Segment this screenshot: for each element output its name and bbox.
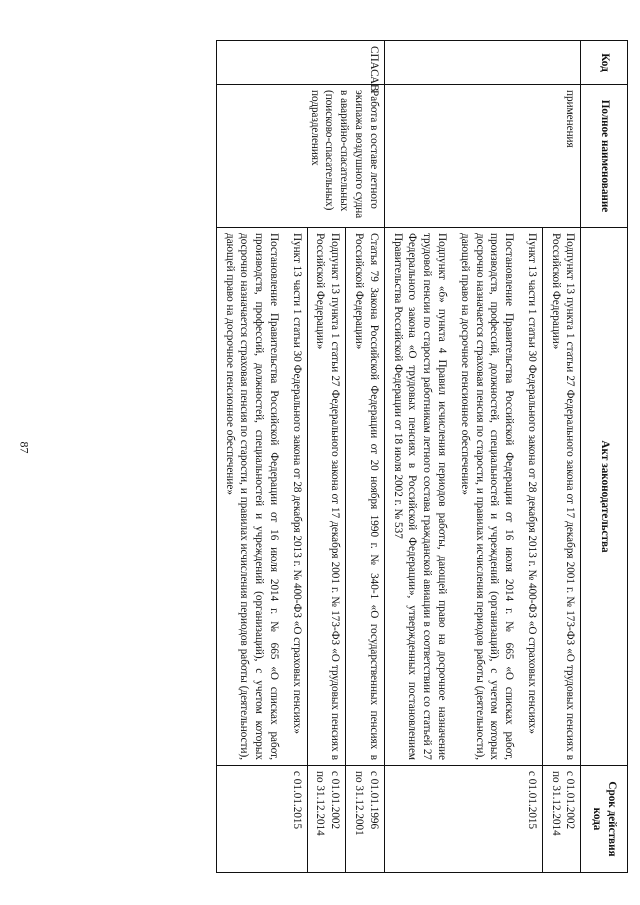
act-text: Постановление Правительства Российской Федерации от 16 июля 2014 г. № 665 «О списках работ, производств, профессий, должностей, специальностей и учреждений (организаций), с учетом которых досрочно назначается страховая пенсия по старости, и правилах исчисления периодов работы (деятельности), дающей право на досрочное пенсионное обеспечение» [223,233,280,760]
header-name: Полное наименование [581,85,628,228]
act-cell [307,228,346,766]
row-code [384,41,581,85]
act-cell [384,228,542,766]
codes-table [216,40,628,873]
term-cell: с 01.01.2002 по 31.12.2014 [542,766,581,873]
act-cell [542,228,581,766]
header-term: Срок действия кода [581,766,628,873]
term-cell: с 01.01.2015 [216,766,307,873]
act-text: Подпункт «б» пункта 4 Правил исчисления периодов работы, дающей право на досрочное назначение трудовой пенсии по старости работникам летного состава гражданской авиации в соответствии со статьей 27 Федерального закона «О трудовых пенсиях в Российской Федерации», утвержденных постановлением Правительства Российской Федерации от 18 июля 2002 г. № 537 [391,233,448,760]
page-number: 87 [17,441,32,454]
act-text: Пункт 13 части 1 статьи 30 Федерального закона от 28 декабря 2013 г. № 400-ФЗ «О страховых пенсиях» [525,233,538,734]
term-cell: с 01.01.2002 по 31.12.2014 [307,766,346,873]
table-row [542,41,581,873]
row-code: СПАСАВ [216,41,384,85]
term-cell: с 01.01.2015 [384,766,542,873]
act-text: Пункт 13 части 1 статьи 30 Федерального закона от 28 декабря 2013 г. № 400-ФЗ «О страховых пенсиях» [290,233,303,734]
header-act: Акт законодательства [581,228,628,766]
act-text: Подпункт 13 пункта 1 статьи 27 Федерального закона от 17 декабря 2001 г. № 173-ФЗ «О трудовых пенсиях в Российской Федерации» [314,233,342,760]
row-name: Работа в составе летного экипажа воздушного судна в аварийно-спасательных (поисково-спасательных) подразделениях [216,85,384,228]
row-name: применения [384,85,581,228]
act-text: Статья 79 Закона Российской Федерации от 20 ноября 1990 г. № 340-1 «О государственных пенсиях в Российской Федерации» [353,233,380,760]
header-code: Код [581,41,628,85]
table-row [346,41,385,873]
document-sheet [68,40,628,872]
act-cell [216,228,307,766]
table-header-row [581,41,628,873]
act-text: Постановление Правительства Российской Федерации от 16 июля 2014 г. № 665 «О списках работ, производств, профессий, должностей, специальностей и учреждений (организаций), с учетом которых досрочно назначается страховая пенсия по старости, и правилах исчисления периодов работы (деятельности), дающей право на досрочное пенсионное обеспечение» [458,233,516,760]
act-cell [346,228,385,766]
act-text: Подпункт 13 пункта 1 статьи 27 Федерального закона от 17 декабря 2001 г. № 173-ФЗ «О трудовых пенсиях в Российской Федерации» [549,233,577,760]
term-cell: с 01.01.1996 по 31.12.2001 [346,766,385,873]
